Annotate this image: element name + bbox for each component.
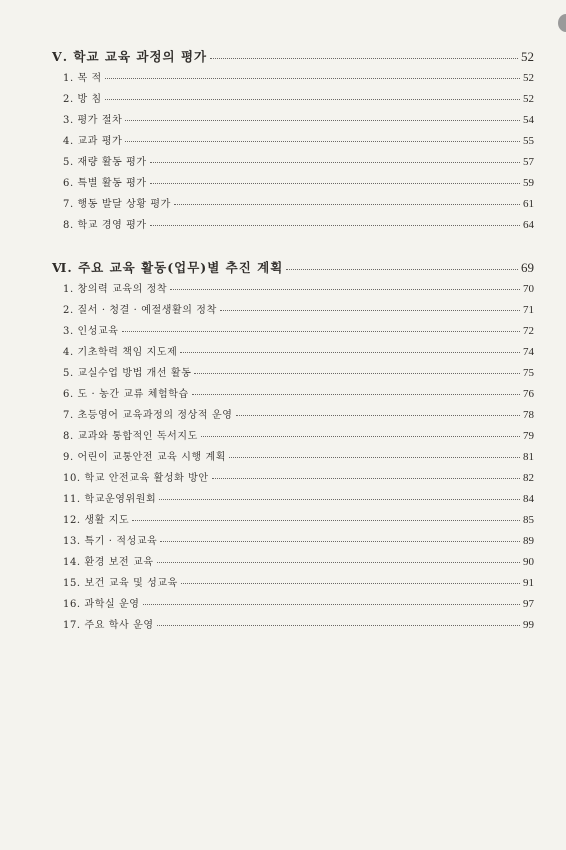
toc-entry [52, 280, 534, 301]
dot-leader [236, 412, 521, 416]
dot-leader [192, 391, 520, 395]
toc-entry [52, 427, 534, 448]
toc-entry [52, 448, 534, 469]
entry-page-number: 89 [523, 535, 534, 547]
entry-label: 14. 환경 보전 교육 [63, 557, 154, 568]
entry-page-number: 78 [523, 409, 534, 421]
entry-page-number: 90 [523, 556, 534, 568]
toc-entry [52, 364, 534, 385]
dot-leader [125, 117, 520, 121]
toc-entry [52, 90, 534, 111]
dot-leader [105, 96, 520, 100]
toc-entry [52, 69, 534, 90]
dot-leader [210, 55, 518, 59]
entry-page-number: 72 [523, 325, 534, 337]
entry-label: 3. 평가 절차 [63, 115, 123, 126]
entry-page-number: 84 [523, 493, 534, 505]
toc-entry [52, 616, 534, 637]
toc-entry [52, 532, 534, 553]
dot-leader [181, 580, 520, 584]
toc-section-5 [52, 47, 534, 237]
entry-page-number: 79 [523, 430, 534, 442]
entry-page-number: 91 [523, 577, 534, 589]
entry-label: 6. 특별 활동 평가 [63, 178, 147, 189]
toc-entry [52, 469, 534, 490]
entry-label: 8. 교과와 통합적인 독서지도 [63, 431, 198, 442]
entry-label: 4. 교과 평가 [63, 136, 123, 147]
toc-section-6 [52, 258, 534, 637]
entry-label: 2. 방 침 [63, 94, 102, 105]
entry-label: 11. 학교운영위원회 [63, 494, 157, 505]
toc-entry [52, 322, 534, 343]
dot-leader [122, 328, 520, 332]
entry-page-number: 61 [523, 198, 534, 210]
entry-label: 8. 학교 경영 평가 [63, 220, 147, 231]
section-page-number: 69 [521, 260, 534, 275]
entry-label: 9. 어린이 교통안전 교육 시행 계획 [63, 452, 227, 463]
section-title: Ⅵ. 주요 교육 활동(업무)별 추진 계획 [52, 260, 284, 275]
entry-page-number: 97 [523, 598, 534, 610]
toc-entry [52, 385, 534, 406]
dot-leader [132, 517, 520, 521]
dot-leader [180, 349, 520, 353]
entry-page-number: 99 [523, 619, 534, 631]
dot-leader [201, 433, 520, 437]
dot-leader [150, 180, 520, 184]
entry-page-number: 59 [523, 177, 534, 189]
toc-entry [52, 490, 534, 511]
toc-entry [52, 406, 534, 427]
dot-leader [229, 454, 520, 458]
entry-label: 3. 인성교육 [63, 326, 119, 337]
entry-label: 6. 도 · 농간 교류 체험학습 [63, 389, 189, 400]
toc-entry [52, 595, 534, 616]
entry-page-number: 74 [523, 346, 534, 358]
toc-entry [52, 511, 534, 532]
entry-label: 4. 기초학력 책임 지도제 [63, 347, 178, 358]
dot-leader [174, 201, 520, 205]
toc-entry [52, 195, 534, 216]
entry-label: 2. 질서 · 청결 · 예절생활의 정착 [63, 305, 217, 316]
toc-entry [52, 132, 534, 153]
dot-leader [286, 266, 518, 270]
dot-leader [105, 75, 520, 79]
entry-label: 12. 생활 지도 [63, 515, 130, 526]
section-page-number: 52 [521, 49, 534, 64]
dot-leader [159, 496, 520, 500]
entry-page-number: 52 [523, 72, 534, 84]
dot-leader [160, 538, 520, 542]
dot-leader [220, 307, 520, 311]
entry-label: 7. 행동 발달 상황 평가 [63, 199, 171, 210]
entry-page-number: 81 [523, 451, 534, 463]
entry-page-number: 85 [523, 514, 534, 526]
entry-label: 1. 창의력 교육의 정착 [63, 284, 168, 295]
entry-page-number: 55 [523, 135, 534, 147]
entry-label: 17. 주요 학사 운영 [63, 620, 154, 631]
entry-label: 16. 과학실 운영 [63, 599, 140, 610]
entry-label: 1. 목 적 [63, 73, 102, 84]
toc-entry [52, 553, 534, 574]
dot-leader [150, 222, 520, 226]
toc-entry [52, 174, 534, 195]
dot-leader [143, 601, 520, 605]
section-heading [52, 258, 534, 280]
dot-leader [157, 559, 520, 563]
entry-page-number: 64 [523, 219, 534, 231]
dot-leader [170, 286, 520, 290]
section-title: Ⅴ. 학교 교육 과정의 평가 [52, 49, 208, 64]
entry-label: 5. 재량 활동 평가 [63, 157, 147, 168]
dot-leader [194, 370, 520, 374]
toc-entry [52, 574, 534, 595]
dot-leader [150, 159, 520, 163]
entry-label: 5. 교실수업 방법 개선 활동 [63, 368, 192, 379]
entry-page-number: 76 [523, 388, 534, 400]
section-heading [52, 47, 534, 69]
entry-label: 7. 초등영어 교육과정의 정상적 운영 [63, 410, 233, 421]
page-edge-mark [558, 14, 566, 32]
entry-page-number: 70 [523, 283, 534, 295]
dot-leader [125, 138, 520, 142]
entry-label: 15. 보건 교육 및 성교육 [63, 578, 178, 589]
toc-entry [52, 343, 534, 364]
entry-label: 10. 학교 안전교육 활성화 방안 [63, 473, 209, 484]
entry-page-number: 82 [523, 472, 534, 484]
entry-page-number: 54 [523, 114, 534, 126]
toc-entry [52, 301, 534, 322]
toc-entry [52, 153, 534, 174]
entry-page-number: 52 [523, 93, 534, 105]
entry-page-number: 57 [523, 156, 534, 168]
dot-leader [212, 475, 520, 479]
entry-page-number: 75 [523, 367, 534, 379]
dot-leader [157, 622, 520, 626]
entry-page-number: 71 [523, 304, 534, 316]
entry-label: 13. 특기 · 적성교육 [63, 536, 158, 547]
toc-entry [52, 111, 534, 132]
toc-entry [52, 216, 534, 237]
